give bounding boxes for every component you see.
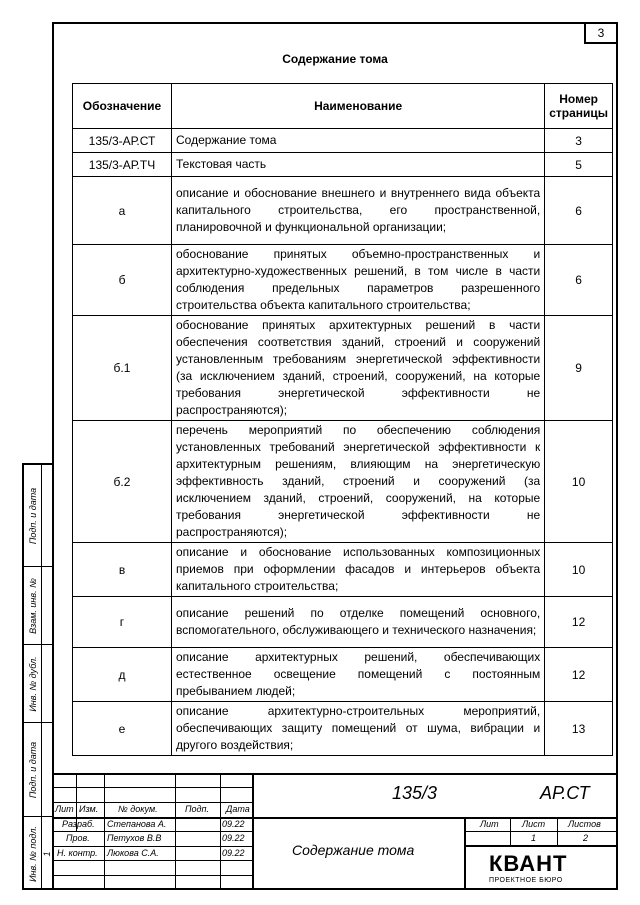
table-row — [73, 177, 613, 245]
row-name: описание и обоснование использованных композиционных приемов при оформлении фасадов и интерьеров объекта капитального строительства; — [172, 543, 545, 597]
table-body — [73, 129, 613, 756]
table-row — [73, 648, 613, 702]
row-page: 6 — [545, 245, 613, 316]
row-name: обоснование принятых объемно-пространственных и архитектурно-художественных решений, в том числе в части соблюдения предельных параметров разрешенного строительства объекта капитального строительства; — [172, 245, 545, 316]
side-label-podp-top: Подп. и дата — [27, 487, 38, 544]
stamp-col-izm: Изм. — [79, 804, 99, 814]
row-page: 10 — [545, 543, 613, 597]
row-name: описание и обоснование внешнего и внутреннего вида объекта капитального строительства, его пространственной, планировочной и функциональной организации; — [172, 177, 545, 245]
stamp-date-3: 09.22 — [222, 848, 245, 858]
stamp-listov-label: Листов — [568, 819, 601, 829]
side-label-podp-bottom: Подп. и дата — [27, 741, 38, 798]
stamp-role-1: Разраб. — [62, 819, 95, 829]
stamp-name-2: Петухов В.В — [107, 833, 162, 843]
side-cell-podp-bottom — [24, 723, 52, 817]
stamp-date-2: 09.22 — [222, 833, 245, 843]
row-name: описание решений по отделке помещений основного, вспомогательного, обслуживающего и технического назначения; — [172, 597, 545, 648]
row-code: а — [73, 177, 172, 245]
row-code: е — [73, 702, 172, 756]
page-number: 3 — [584, 22, 618, 44]
row-page: 10 — [545, 421, 613, 543]
row-page: 9 — [545, 316, 613, 421]
stamp-name-1: Степанова А. — [107, 819, 167, 829]
stamp-col-lit: Лит — [55, 804, 74, 814]
header-page: Номер страницы — [545, 84, 613, 129]
row-code: б — [73, 245, 172, 316]
row-page: 13 — [545, 702, 613, 756]
stamp-list-label: Лист — [522, 819, 546, 829]
table-row — [73, 316, 613, 421]
stamp-role-3: Н. контр. — [57, 848, 98, 858]
side-value-podl: 1 — [42, 850, 52, 857]
company-logo-subtitle: ПРОЕКТНОЕ БЮРО — [489, 877, 563, 884]
row-name: перечень мероприятий по обеспечению соблюдения установленных требований энергетической эффективности к архитектурным решениям, влияющим на энергетическую эффективность зданий, строений и сооружений (за исключением зданий, строений, сооружений, на которые требования энергетической эффективности не распространяются); — [172, 421, 545, 543]
side-label-podl: Инв. № подл. — [27, 825, 38, 882]
row-page: 5 — [545, 153, 613, 177]
row-code: 135/3-АР.ТЧ — [73, 153, 172, 177]
table-row — [73, 421, 613, 543]
row-code: б.1 — [73, 316, 172, 421]
row-code: д — [73, 648, 172, 702]
side-cell-podl — [24, 817, 52, 890]
row-page: 3 — [545, 129, 613, 153]
stamp-col-date: Дата — [226, 804, 250, 814]
table-row — [73, 245, 613, 316]
table-row — [73, 702, 613, 756]
table-row — [73, 543, 613, 597]
header-code: Обозначение — [73, 84, 172, 129]
header-name: Наименование — [172, 84, 545, 129]
row-name: описание архитектурно-строительных мероприятий, обеспечивающих защиту помещений от шума, вибрации и другого воздействия; — [172, 702, 545, 756]
table-header-row — [73, 84, 613, 129]
row-code: 135/3-АР.СТ — [73, 129, 172, 153]
doc-title: Содержание тома — [282, 52, 388, 66]
stamp-list-value: 1 — [531, 833, 537, 843]
side-label-vzam: Взам. инв. № — [27, 577, 38, 634]
row-name: обоснование принятых архитектурных решений в части обеспечения соответствия зданий, строений и сооружений установленным требованиям энергетической эффективности (за исключением зданий, строений, сооружений, на которые требования энергетической эффективности не распространяются); — [172, 316, 545, 421]
stamp-doc-mark: АР.СТ — [540, 783, 590, 803]
side-cell-vzam — [24, 567, 52, 645]
stamp-col-podp: Подп. — [185, 804, 209, 814]
row-code: б.2 — [73, 421, 172, 543]
row-code: г — [73, 597, 172, 648]
stamp-listov-value: 2 — [583, 833, 589, 843]
row-page: 12 — [545, 597, 613, 648]
table-row — [73, 153, 613, 177]
stamp-role-2: Пров. — [66, 833, 90, 843]
side-cell-podp-top — [24, 465, 52, 567]
table-row — [73, 597, 613, 648]
side-cell-dubl — [24, 645, 52, 723]
title-block — [52, 773, 618, 890]
table-row — [73, 129, 613, 153]
row-page: 6 — [545, 177, 613, 245]
row-code: в — [73, 543, 172, 597]
side-label-dubl: Инв. № дубл. — [27, 655, 38, 712]
stamp-lit-label: Лит — [480, 819, 499, 829]
row-name: Текстовая часть — [172, 153, 545, 177]
stamp-sheet-title: Содержание тома — [292, 842, 415, 858]
stamp-date-1: 09.22 — [222, 819, 245, 829]
contents-table — [72, 83, 613, 756]
row-name: описание архитектурных решений, обеспечивающих естественное освещение помещений с постоянным пребыванием людей; — [172, 648, 545, 702]
stamp-name-3: Люкова С.А. — [107, 848, 159, 858]
company-logo: КВАНТ — [489, 851, 568, 876]
row-name: Содержание тома — [172, 129, 545, 153]
side-strip — [22, 463, 52, 890]
row-page: 12 — [545, 648, 613, 702]
stamp-col-docnum: № докум. — [118, 804, 158, 814]
stamp-doc-code: 135/3 — [392, 783, 438, 803]
